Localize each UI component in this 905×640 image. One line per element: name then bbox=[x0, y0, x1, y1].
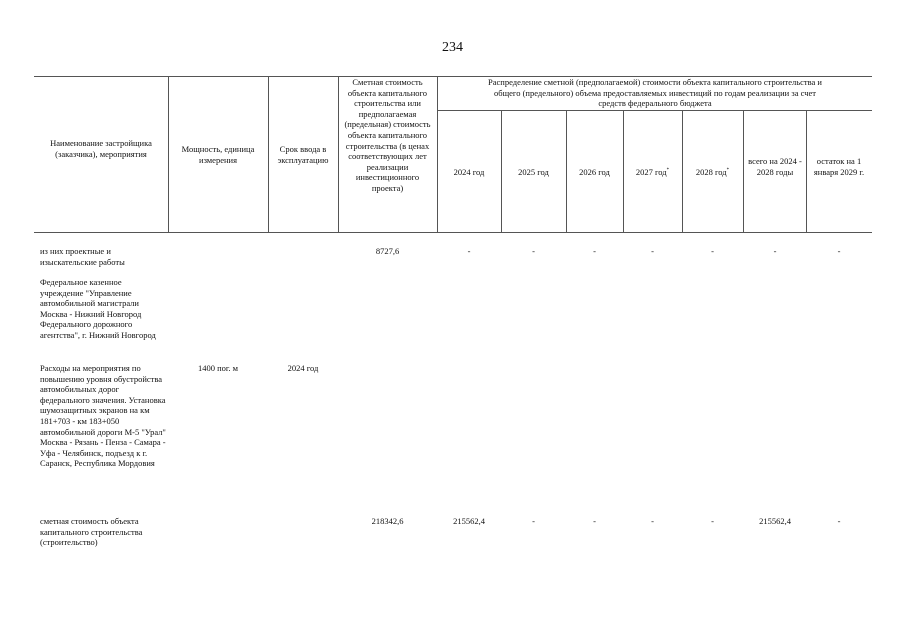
row-name: Федеральное казенное учреждение "Управление автомобильной магистрали Москва - Нижний Новгород Федерального дорожного агентства", г. Нижний Новгород bbox=[40, 277, 156, 340]
header-year-2028 bbox=[685, 167, 740, 178]
row-name: сметная стоимость объекта капитального строительства (строительство) bbox=[40, 516, 143, 548]
column-divider bbox=[501, 110, 502, 232]
page-number: 234 bbox=[442, 40, 463, 55]
header-estimated-cost: Сметная стоимость объекта капитального строительства или предполагаемая (предельная) стоимость объекта капитального строительства (в ценах соответствующих лет реализации инвестиционного проекта) bbox=[344, 77, 431, 193]
column-divider bbox=[338, 76, 339, 232]
row-2024: 215562,4 bbox=[453, 516, 485, 526]
row-2026: - bbox=[593, 516, 596, 526]
row-cost: 8727,6 bbox=[375, 246, 400, 256]
column-divider bbox=[268, 76, 269, 232]
row-commission: 2024 год bbox=[287, 363, 319, 373]
header-distribution: Распределение сметной (предполагаемой) стоимости объекта капитального строительства и общего (предельного) объема предоставляемых инвестиций по годам реализации за счет средств федерального бюджета bbox=[488, 77, 822, 109]
row-name: Расходы на мероприятия по повышению уровня обустройства автомобильных дорог федерального значения. Установка шумозащитных экранов на км 181+703 - км 183+050 автомобильной дороги М-5 "Урал" Москва - Рязань - Пенза - Самара - Уфа - Челябинск, подъезд к г. Саранск, Республика Мордовия bbox=[40, 363, 166, 469]
header-bottom-rule bbox=[34, 232, 872, 233]
row-2027: - bbox=[651, 516, 654, 526]
header-year-2027-label: 2027 год bbox=[635, 167, 667, 177]
row-2028: - bbox=[711, 246, 714, 256]
row-2025: - bbox=[532, 516, 535, 526]
row-2024: - bbox=[467, 246, 471, 256]
column-divider bbox=[743, 110, 744, 232]
column-divider bbox=[682, 110, 683, 232]
header-remainder: остаток на 1 января 2029 г. bbox=[813, 156, 865, 177]
row-2027: - bbox=[651, 246, 654, 256]
row-cost: 218342,6 bbox=[371, 516, 404, 526]
row-remainder: - bbox=[837, 246, 841, 256]
footnote-mark: * bbox=[666, 168, 670, 174]
footnote-mark: * bbox=[726, 168, 730, 174]
header-year-2028-label: 2028 год bbox=[695, 167, 727, 177]
header-name: Наименование застройщика (заказчика), мероприятия bbox=[50, 138, 152, 159]
column-divider bbox=[566, 110, 567, 232]
column-divider bbox=[806, 110, 807, 232]
row-2025: - bbox=[532, 246, 535, 256]
row-total: - bbox=[773, 246, 777, 256]
row-name: из них проектные и изыскательские работы bbox=[40, 246, 125, 267]
row-2026: - bbox=[593, 246, 596, 256]
header-commission: Срок ввода в эксплуатацию bbox=[277, 144, 329, 165]
header-total: всего на 2024 - 2028 годы bbox=[748, 156, 802, 177]
column-divider bbox=[623, 110, 624, 232]
header-capacity: Мощность, единица измерения bbox=[181, 144, 255, 165]
column-divider bbox=[437, 76, 438, 232]
column-divider bbox=[168, 76, 169, 232]
row-total: 215562,4 bbox=[759, 516, 791, 526]
row-remainder: - bbox=[837, 516, 841, 526]
header-year-2025: 2025 год bbox=[518, 167, 549, 177]
row-2028: - bbox=[711, 516, 714, 526]
row-capacity: 1400 пог. м bbox=[197, 363, 239, 373]
header-year-2027 bbox=[626, 167, 679, 178]
header-year-2024: 2024 год bbox=[453, 167, 485, 177]
header-year-2026: 2026 год bbox=[579, 167, 610, 177]
